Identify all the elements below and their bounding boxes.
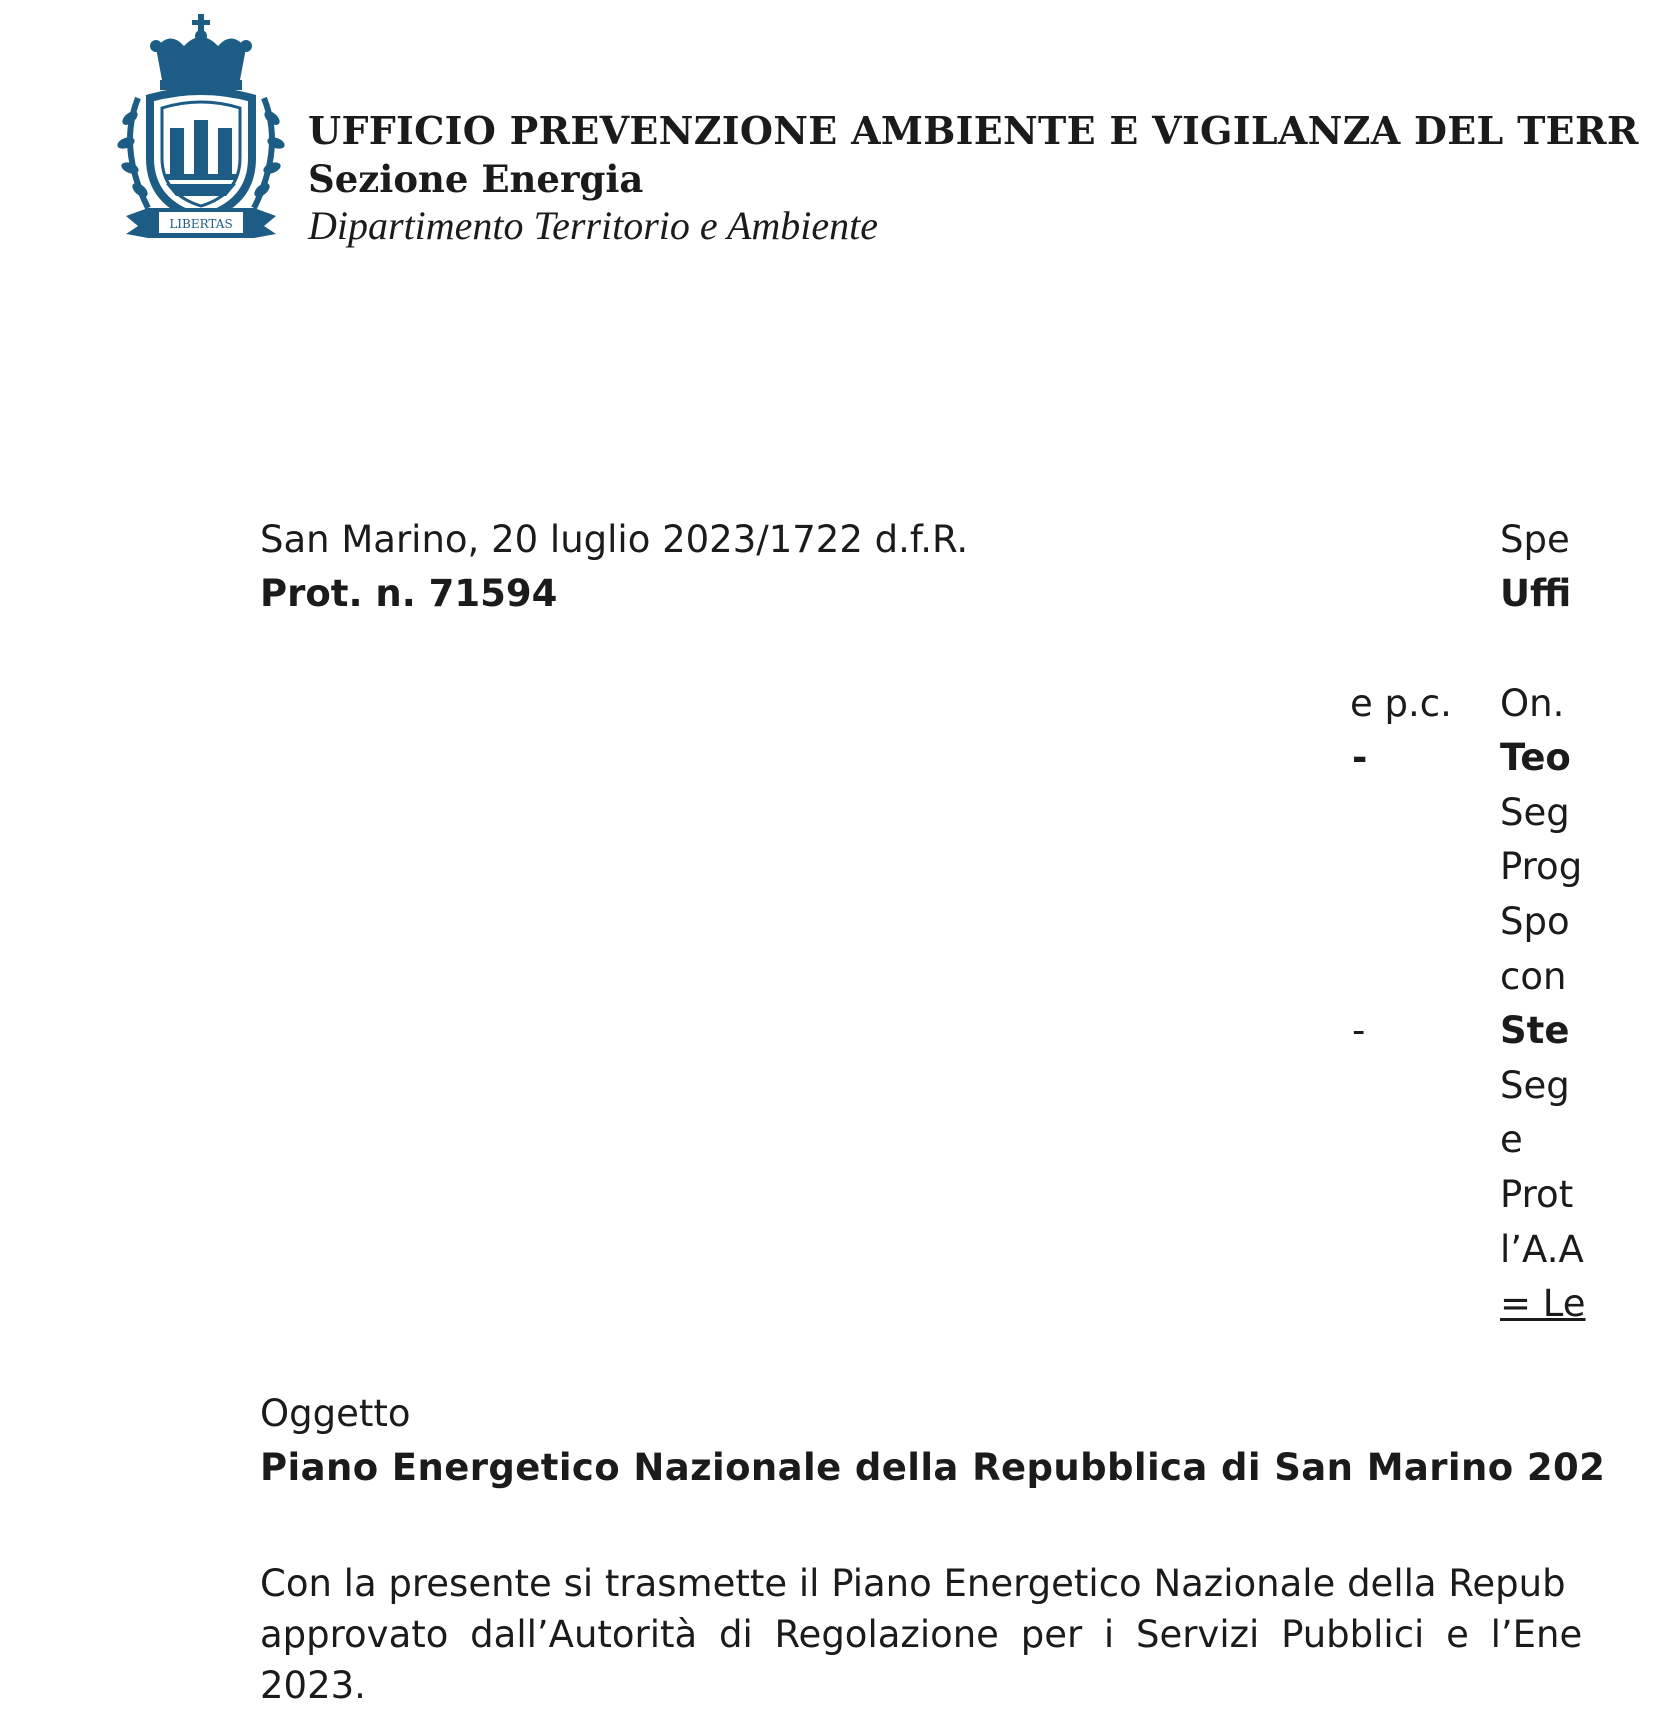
- cc1-line: Prog: [1500, 845, 1583, 888]
- body-paragraph: [260, 1558, 1660, 1711]
- recipient-line-1: Spe: [1500, 518, 1570, 561]
- cc2-line: Prot: [1500, 1173, 1574, 1216]
- body-line: Con la presente si trasmette il Piano Energetico Nazionale della Repub: [260, 1562, 1566, 1605]
- cc2-line: Seg: [1500, 1064, 1570, 1107]
- cc1-line: con: [1500, 955, 1567, 998]
- body-line: approvato dall’Autorità di Regolazione per i Servizi Pubblici e l’Ene: [260, 1613, 1583, 1656]
- cc-dash-2: -: [1352, 1009, 1366, 1052]
- body-line: 2023.: [260, 1664, 366, 1707]
- san-marino-coat-of-arms-logo: [108, 8, 296, 248]
- cc2-line: l’A.A: [1500, 1228, 1584, 1271]
- logo-motto: LIBERTAS: [169, 217, 233, 231]
- cc2-name: Ste: [1500, 1009, 1570, 1052]
- cc1-line: Seg: [1500, 791, 1570, 834]
- office-name: UFFICIO PREVENZIONE AMBIENTE E VIGILANZA DEL TERR: [308, 108, 1639, 153]
- protocol-number: Prot. n. 71594: [260, 572, 558, 615]
- subject-label: Oggetto: [260, 1392, 411, 1435]
- office-department: Dipartimento Territorio e Ambiente: [308, 203, 878, 248]
- cc1-name: Teo: [1500, 736, 1571, 779]
- cc1-line: Spo: [1500, 900, 1570, 943]
- cc-label: e p.c.: [1350, 682, 1452, 725]
- cc-dash-1: -: [1352, 736, 1368, 779]
- cc-intro: On.: [1500, 682, 1565, 725]
- office-section: Sezione Energia: [308, 157, 644, 201]
- subject-title: Piano Energetico Nazionale della Repubblica di San Marino 202: [260, 1446, 1606, 1489]
- cc2-line: e: [1500, 1118, 1523, 1161]
- place-date: San Marino, 20 luglio 2023/1722 d.f.R.: [260, 518, 969, 561]
- cc2-link[interactable]: = Le: [1500, 1282, 1586, 1325]
- recipient-line-2: Uffi: [1500, 572, 1572, 615]
